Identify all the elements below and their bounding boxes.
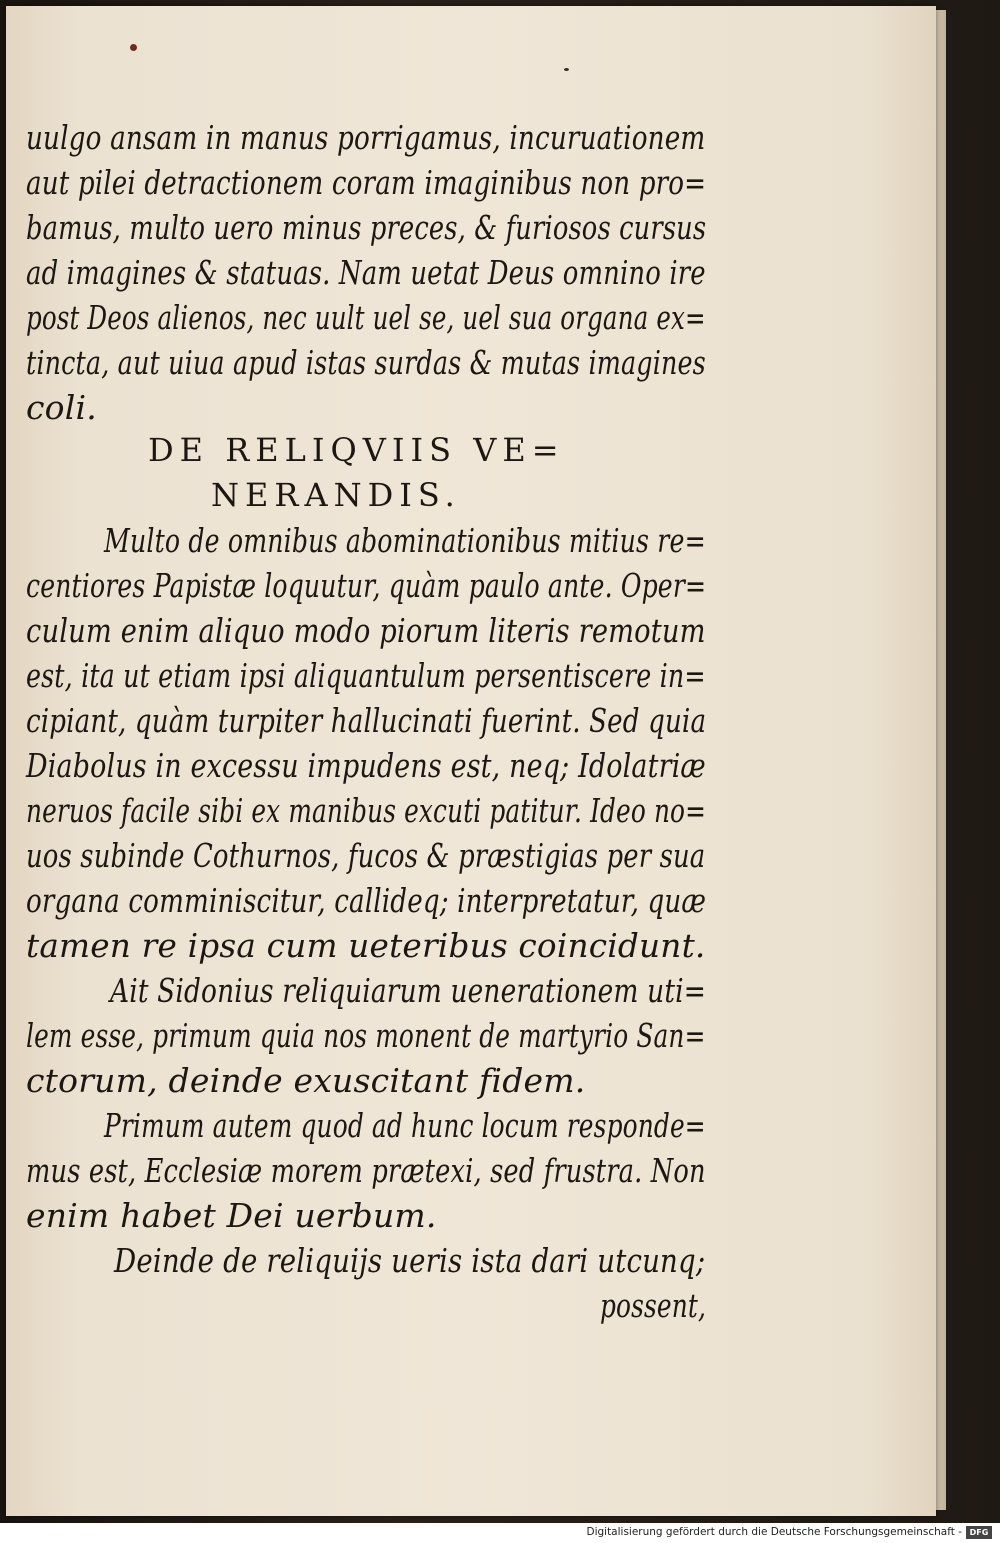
text-line: centiores Papistæ loquutur, quàm paulo ante. Oper= <box>26 566 707 605</box>
book-page <box>6 6 936 1516</box>
text-line: Diabolus in excessu impudens est, neq; Idolatriæ <box>26 746 706 785</box>
section-heading-line: NERANDIS. <box>211 476 461 514</box>
text-line: culum enim aliquo modo piorum literis remotum <box>26 611 706 650</box>
text-line: tamen re ipsa cum ueteribus coincidunt. <box>26 926 706 965</box>
text-line: lem esse, primum quia nos monent de martyrio San= <box>26 1016 706 1055</box>
page-edge <box>936 10 946 1510</box>
catchword: possent, <box>600 1286 707 1325</box>
text-line: enim habet Dei uerbum. <box>26 1196 437 1235</box>
dfg-logo-icon: DFG <box>966 1526 992 1539</box>
text-line: Ait Sidonius reliquiarum uenerationem uti= <box>110 971 706 1010</box>
text-line: Deinde de reliquijs ueris ista dari utcunq; <box>114 1241 706 1280</box>
text-line: uulgo ansam in manus porrigamus, incuruationem <box>26 118 706 157</box>
text-line: est, ita ut etiam ipsi aliquantulum persentiscere in= <box>26 656 706 695</box>
text-line: organa comminiscitur, callideq; interpretatur, quæ <box>26 881 707 920</box>
text-line: ctorum, deinde exuscitant fidem. <box>26 1061 586 1100</box>
text-line: uos subinde Cothurnos, fucos & præstigias per sua <box>26 836 706 875</box>
text-line: cipiant, quàm turpiter hallucinati fuerint. Sed quia <box>26 701 707 740</box>
text-line: ad imagines & statuas. Nam uetat Deus omnino ire <box>26 253 706 292</box>
text-line: Primum autem quod ad hunc locum responde= <box>104 1106 706 1145</box>
text-line: Multo de omnibus abominationibus mitius re= <box>104 521 706 560</box>
ink-speck <box>564 68 569 71</box>
text-line: neruos facile sibi ex manibus excuti patitur. Ideo no= <box>26 791 707 830</box>
text-line: aut pilei detractionem coram imaginibus non pro= <box>26 163 707 202</box>
section-heading-line: DE RELIQVIIS VE= <box>148 431 565 469</box>
text-line: mus est, Ecclesiæ morem prætexi, sed frustra. Non <box>26 1151 706 1190</box>
text-line: tincta, aut uiua apud istas surdas & mutas imagines <box>26 343 706 382</box>
text-line: coli. <box>26 388 97 427</box>
text-line: bamus, multo uero minus preces, & furiosos cursus <box>26 208 707 247</box>
footer-bar <box>0 1523 1000 1543</box>
text-line: post Deos alienos, nec uult uel se, uel sua organa ex= <box>26 298 706 337</box>
ink-speck <box>130 44 137 51</box>
footer-credit: Digitalisierung gefördert durch die Deutsche Forschungsgemeinschaft - <box>586 1526 962 1538</box>
